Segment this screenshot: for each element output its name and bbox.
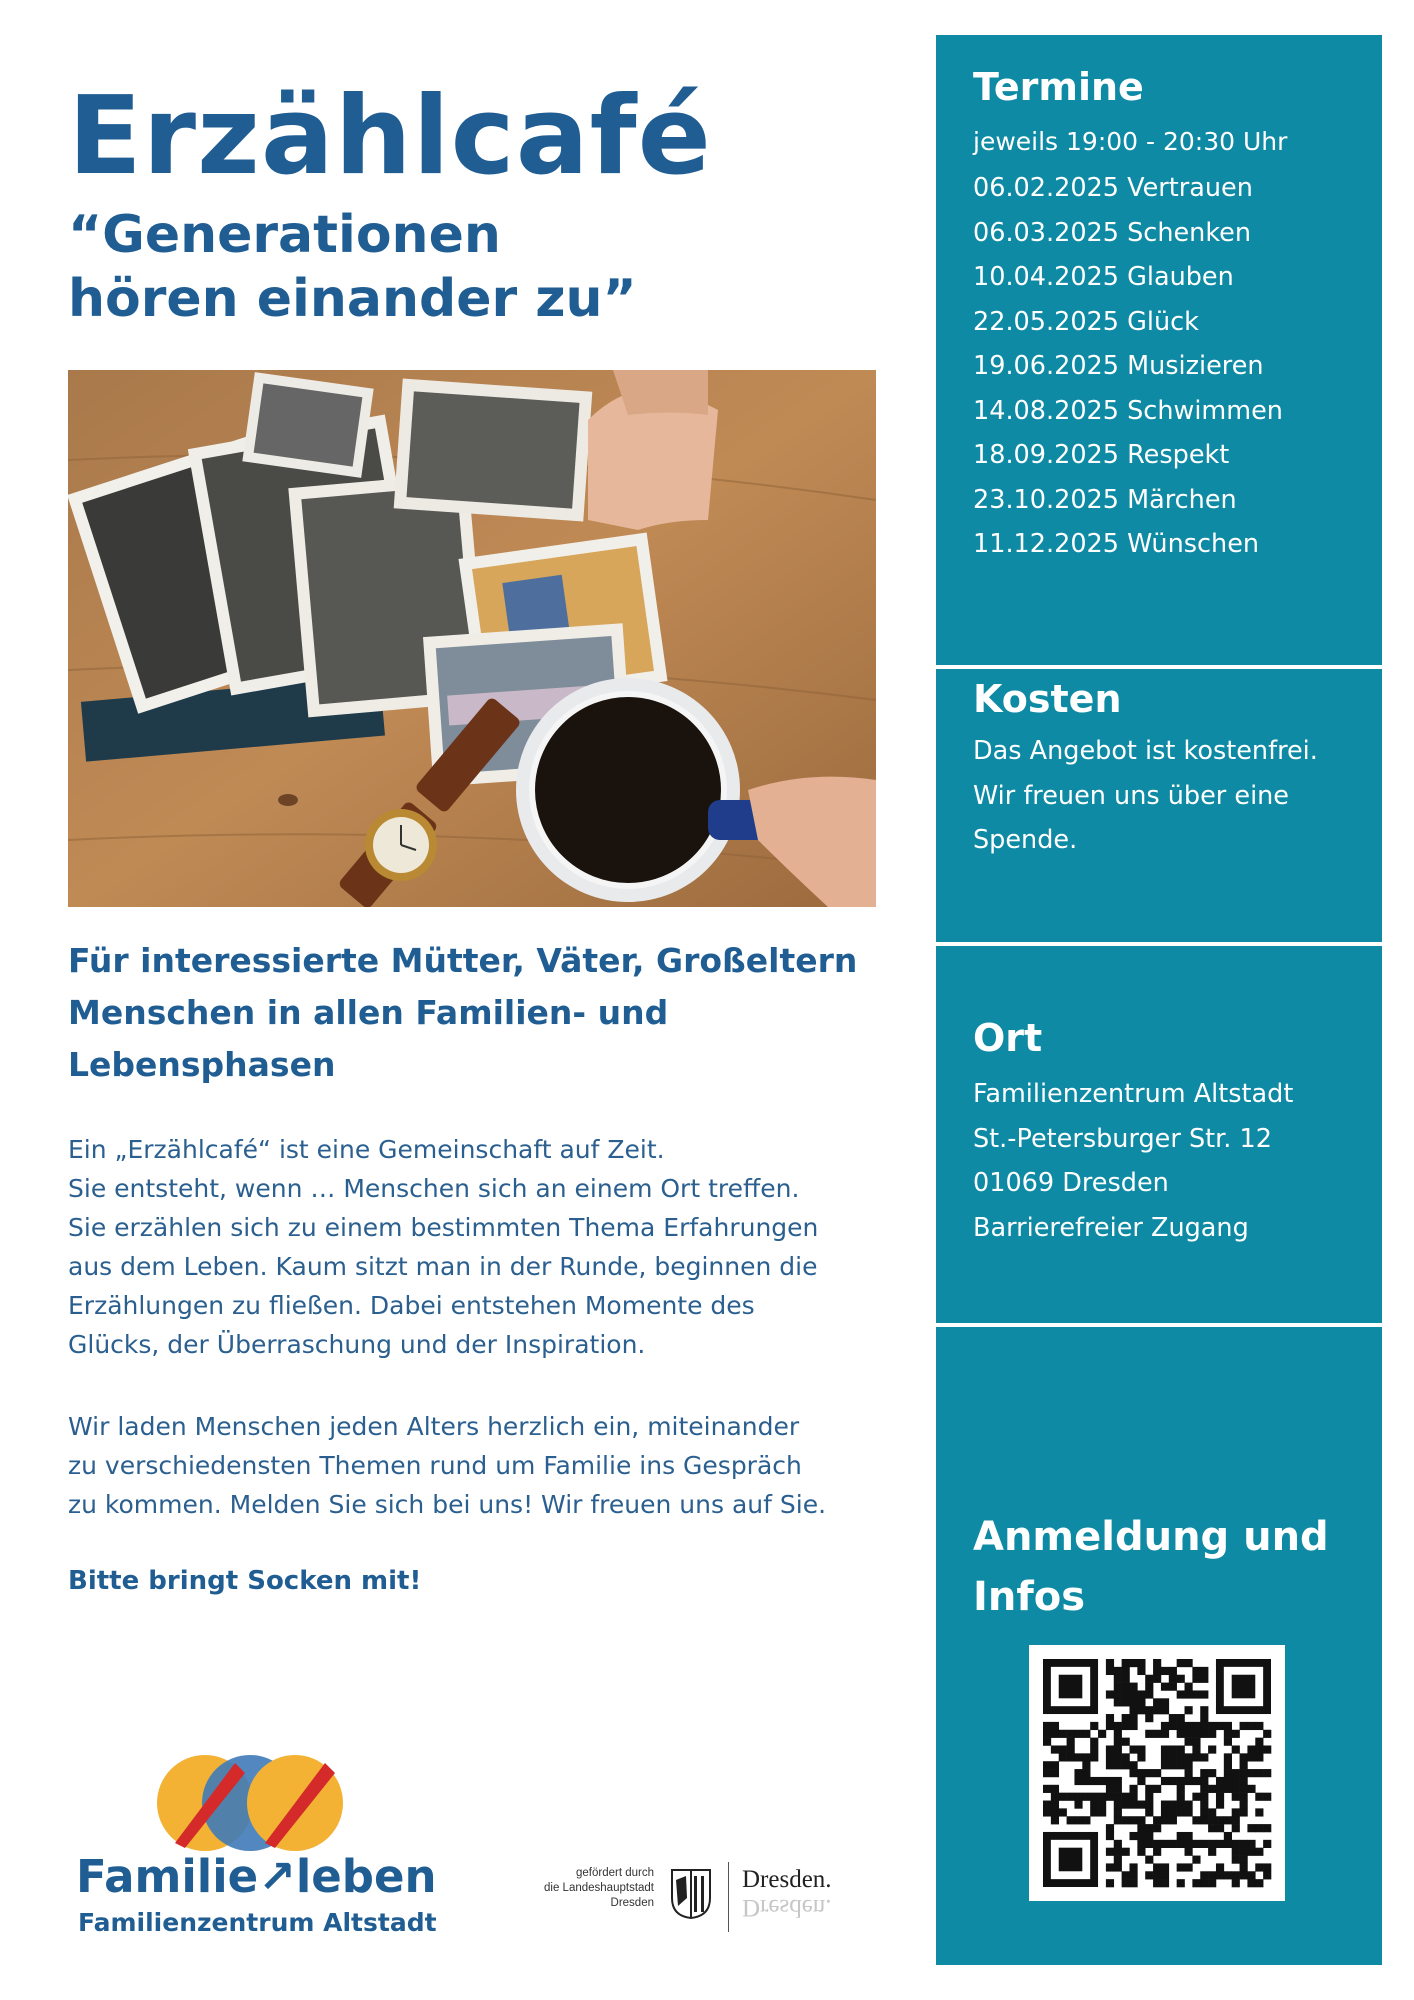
termine-date: 06.03.2025 Schenken: [973, 217, 1252, 248]
target-audience-heading: [68, 935, 908, 1091]
ort-line: 01069 Dresden: [973, 1168, 1169, 1198]
paragraph-line: Sie entsteht, wenn … Menschen sich an einem Ort treffen.: [68, 1174, 800, 1203]
paragraph-line: zu verschiedensten Themen rund um Familie ins Gespräch: [68, 1451, 802, 1480]
paragraph-line: aus dem Leben. Kaum sitzt man in der Runde, beginnen die: [68, 1252, 818, 1281]
ort-title: Ort: [973, 1016, 1043, 1060]
logo-divider: [728, 1862, 729, 1932]
termine-date: 10.04.2025 Glauben: [973, 262, 1234, 292]
familienleben-logo-icon: [155, 1748, 345, 1862]
brand-subtitle: Familienzentrum Altstadt: [78, 1908, 437, 1937]
page-subtitle: [68, 203, 748, 331]
paragraph-line: Ein „Erzählcafé“ ist eine Gemeinschaft auf Zeit.: [68, 1135, 665, 1164]
anmeldung-title-line-1: Anmeldung und: [973, 1514, 1329, 1560]
intro-line-2: Menschen in allen Familien- und: [68, 993, 669, 1032]
kosten-line: Spende.: [973, 825, 1078, 855]
kosten-line: Wir freuen uns über eine: [973, 780, 1289, 811]
anmeldung-panel: [936, 1327, 1382, 1965]
termine-date: 06.02.2025 Vertrauen: [973, 173, 1253, 203]
termine-panel: [936, 35, 1382, 665]
termine-time: jeweils 19:00 - 20:30 Uhr: [973, 127, 1288, 156]
ort-panel: [936, 946, 1382, 1323]
page-title: Erzählcafé: [68, 74, 712, 199]
kosten-title: Kosten: [973, 677, 1122, 721]
ort-address: [973, 1072, 1293, 1250]
kosten-text: [973, 729, 1318, 863]
paragraph-line: Wir laden Menschen jeden Alters herzlich ein, miteinander: [68, 1412, 800, 1441]
paragraph-line: zu kommen. Melden Sie sich bei uns! Wir freuen uns auf Sie.: [68, 1490, 827, 1519]
brand-name: Familie↗leben: [76, 1850, 437, 1903]
funder-line: gefördert durch: [576, 1867, 654, 1879]
dresden-logo: Dresden.: [742, 1866, 832, 1893]
termine-list: [973, 166, 1283, 567]
paragraph-line: Glücks, der Überraschung und der Inspiration.: [68, 1330, 646, 1359]
termine-date: 14.08.2025 Schwimmen: [973, 395, 1283, 426]
anmeldung-title-line-2: Infos: [973, 1574, 1086, 1620]
termine-date: 11.12.2025 Wünschen: [973, 529, 1260, 559]
termine-date: 19.06.2025 Musizieren: [973, 351, 1264, 381]
dresden-logo-reflection: Dresden.: [742, 1894, 832, 1921]
termine-title: Termine: [973, 65, 1144, 109]
paragraph-line: Sie erzählen sich zu einem bestimmten Thema Erfahrungen: [68, 1213, 819, 1242]
subtitle-line-1: “Generationen: [68, 205, 501, 265]
intro-line-1: Für interessierte Mütter, Väter, Großeltern: [68, 941, 858, 980]
paragraph-line: Erzählungen zu fließen. Dabei entstehen Momente des: [68, 1291, 755, 1320]
intro-line-3: Lebensphasen: [68, 1045, 336, 1084]
anmeldung-title: [973, 1507, 1373, 1627]
funder-line: Dresden: [610, 1897, 654, 1909]
subtitle-line-2: hören einander zu”: [68, 269, 637, 329]
termine-date: 22.05.2025 Glück: [973, 306, 1199, 337]
funder-text: [500, 1866, 654, 1911]
socks-note: Bitte bringt Socken mit!: [68, 1566, 422, 1596]
ort-line: Familienzentrum Altstadt: [973, 1079, 1294, 1109]
termine-date: 18.09.2025 Respekt: [973, 440, 1230, 470]
ort-line: Barrierefreier Zugang: [973, 1212, 1249, 1243]
termine-date: 23.10.2025 Märchen: [973, 484, 1237, 515]
description-paragraph: [68, 1130, 908, 1364]
city-crest-icon: [670, 1868, 712, 1924]
kosten-panel: [936, 669, 1382, 942]
funder-line: die Landeshauptstadt: [544, 1882, 654, 1894]
vintage-photos-coffee-image: [68, 370, 876, 907]
ort-line: St.-Petersburger Str. 12: [973, 1123, 1272, 1154]
kosten-line: Das Angebot ist kostenfrei.: [973, 736, 1318, 766]
invitation-paragraph: [68, 1407, 908, 1524]
qr-code[interactable]: [1029, 1645, 1285, 1901]
